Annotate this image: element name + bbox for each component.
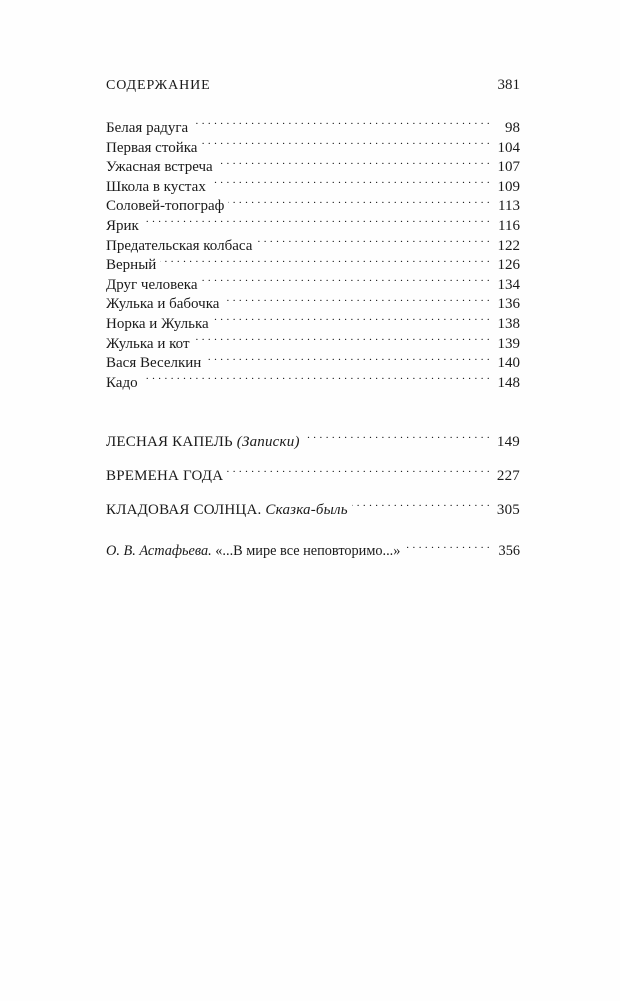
toc-entry-title: Школа в кустах (106, 178, 206, 195)
toc-entry (106, 156, 520, 176)
toc-entry-title: Белая радуга (106, 120, 189, 136)
toc-entry (106, 274, 520, 294)
afterword-title: «...В мире все неповторимо...» (215, 543, 401, 560)
toc-entry-page: 109 (497, 178, 520, 195)
toc-entry-title: Верный (106, 257, 157, 274)
toc-entry-title: Первая стойка (106, 139, 198, 156)
toc-entry-page: 104 (497, 139, 520, 156)
toc-entry-title: Жулька и бабочка (106, 296, 220, 313)
dot-leader (194, 333, 490, 348)
section-page: 149 (496, 434, 520, 450)
toc-entry-page: 140 (497, 355, 520, 372)
afterword-page: 356 (498, 543, 520, 560)
toc-afterword (106, 541, 520, 561)
running-head-title: СОДЕРЖАНИЕ (106, 78, 211, 93)
toc-entry-page: 113 (498, 198, 520, 215)
section-page: 227 (496, 468, 520, 484)
section-title: КЛАДОВАЯ СОЛНЦА. (106, 502, 262, 518)
toc-section-entry (106, 499, 520, 519)
toc-entry-page: 98 (505, 120, 520, 136)
page-number: 381 (497, 77, 520, 93)
dot-leader (202, 274, 491, 289)
toc-entry-title: Соловей-топограф (106, 198, 225, 215)
section-title: ЛЕСНАЯ КАПЕЛЬ (106, 434, 233, 450)
dot-leader (228, 195, 490, 210)
toc-entry-title: Предательская колбаса (106, 237, 253, 254)
toc-entry-page: 134 (497, 276, 520, 293)
toc-entry (106, 372, 520, 392)
toc-entry (106, 137, 520, 157)
toc-entry (106, 313, 520, 333)
toc-section-lesnaya-kapel (106, 431, 520, 451)
toc-stories-list (106, 117, 520, 391)
toc-entry-page: 138 (497, 315, 520, 332)
dot-leader (201, 137, 490, 152)
afterword-author: О. В. Астафьева. (106, 543, 212, 560)
dot-leader (223, 293, 490, 308)
toc-entry-page: 126 (497, 257, 520, 274)
toc-entry-title: Друг человека (106, 276, 198, 293)
toc-entry (106, 235, 520, 255)
toc-section-kladovaya-solntsa (106, 499, 520, 519)
toc-entry-page: 148 (497, 374, 520, 391)
section-title: ВРЕМЕНА ГОДА (106, 468, 224, 484)
toc-afterword-entry (106, 541, 520, 561)
dot-leader (256, 235, 490, 250)
dot-leader (217, 156, 490, 171)
toc-entry (106, 215, 520, 235)
toc-entry-title: Кадо (106, 374, 138, 391)
toc-section-entry (106, 465, 520, 485)
toc-entry (106, 195, 520, 215)
toc-entry-title: Жулька и кот (106, 335, 190, 352)
section-subtitle: Сказка-быль (265, 502, 348, 518)
toc-entry-title: Вася Веселкин (106, 355, 202, 372)
toc-entry (106, 333, 520, 353)
toc-section-entry (106, 431, 520, 451)
section-subtitle: (Записки) (236, 434, 300, 450)
toc-entry (106, 117, 520, 137)
toc-entry-page: 122 (497, 237, 520, 254)
toc-entry-title: Ужасная встреча (106, 159, 213, 176)
dot-leader (213, 313, 490, 328)
toc-entry (106, 293, 520, 313)
toc-entry (106, 352, 520, 372)
toc-entry (106, 254, 520, 274)
dot-leader (304, 431, 490, 446)
toc-entry-page: 136 (497, 296, 520, 313)
dot-leader (404, 541, 490, 555)
toc-entry-title: Норка и Жулька (106, 315, 209, 332)
section-page: 305 (496, 502, 520, 518)
toc-section-vremena-goda (106, 465, 520, 485)
dot-leader (210, 176, 490, 191)
dot-leader (143, 215, 490, 230)
toc-entry-title: Ярик (106, 217, 139, 234)
dot-leader (227, 465, 490, 480)
toc-entry-page: 139 (497, 335, 520, 352)
dot-leader (160, 254, 490, 269)
toc-entry-page: 116 (498, 217, 520, 234)
dot-leader (192, 117, 490, 132)
dot-leader (352, 499, 490, 514)
toc-entry-page: 107 (497, 159, 520, 176)
running-head (106, 77, 520, 94)
dot-leader (205, 352, 490, 367)
toc-entry (106, 176, 520, 196)
dot-leader (142, 372, 490, 387)
